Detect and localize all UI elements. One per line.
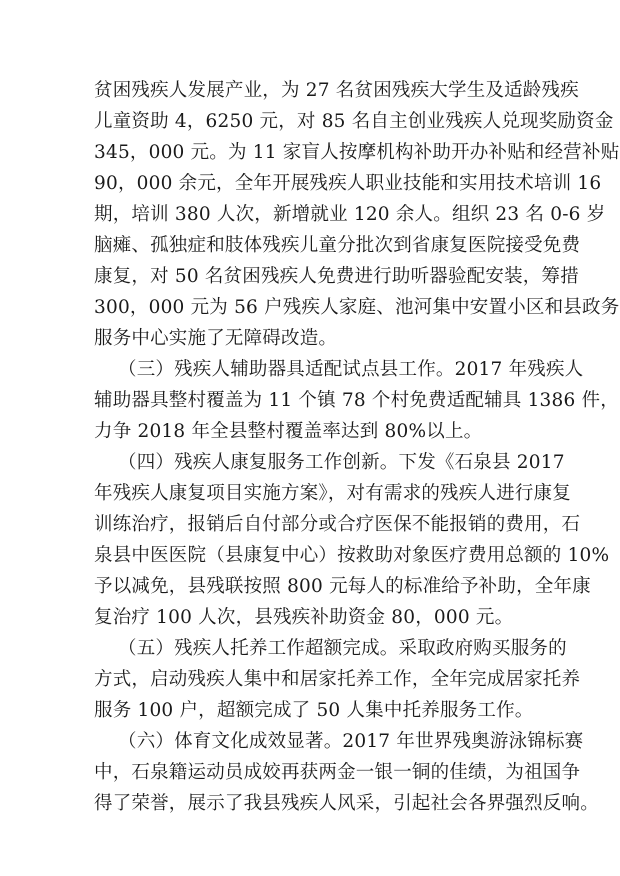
paragraph-line: 泉县中医医院（县康复中心）按救助对象医疗费用总额的 10% — [94, 545, 610, 566]
paragraph-line: 年残疾人康复项目实施方案》，对有需求的残疾人进行康复 — [94, 483, 571, 504]
paragraph-line: 予以减免，县残联按照 800 元每人的标准给予补助，全年康 — [94, 576, 591, 597]
section-heading-line: （五）残疾人托养工作超额完成。采取政府购买服务的 — [118, 638, 567, 659]
paragraph-line: 345，000 元。为 11 家盲人按摩机构补助开办补贴和经营补贴 — [94, 142, 620, 163]
paragraph-line: 方式，启动残疾人集中和居家托养工作，全年完成居家托养 — [94, 669, 581, 690]
paragraph-line: 中，石泉籍运动员成姣再获两金一银一铜的佳绩，为祖国争 — [94, 762, 581, 783]
paragraph-line: 90，000 余元，全年开展残疾人职业技能和实用技术培训 16 — [94, 173, 602, 194]
paragraph-line: 期，培训 380 人次，新增就业 120 余人。组织 23 名 0-6 岁 — [94, 204, 606, 225]
paragraph-line: 康复，对 50 名贫困残疾人免费进行助听器验配安装，筹措 — [94, 266, 579, 287]
paragraph-line: 300，000 元为 56 户残疾人家庭、池河集中安置小区和县政务 — [94, 297, 620, 318]
paragraph-line: 辅助器具整村覆盖为 11 个镇 78 个村免费适配辅具 1386 件， — [94, 390, 619, 411]
section-heading-line: （三）残疾人辅助器具适配试点县工作。2017 年残疾人 — [118, 359, 584, 380]
paragraph-line: 力争 2018 年全县整村覆盖率达到 80%以上。 — [94, 421, 483, 442]
paragraph-line: 得了荣誉，展示了我县残疾人风采，引起社会各界强烈反响。 — [94, 793, 599, 814]
paragraph-line: 贫困残疾人发展产业，为 27 名贫困残疾大学生及适龄残疾 — [94, 80, 579, 101]
paragraph-line: 服务 100 户，超额完成了 50 人集中托养服务工作。 — [94, 700, 534, 721]
paragraph-line: 复治疗 100 人次，县残疾补助资金 80，000 元。 — [94, 607, 514, 628]
paragraph-line: 脑瘫、孤独症和肢体残疾儿童分批次到省康复医院接受免费 — [94, 235, 581, 256]
paragraph-line: 训练治疗，报销后自付部分或合疗医保不能报销的费用，石 — [94, 514, 581, 535]
paragraph-line: 儿童资助 4，6250 元，对 85 名自主创业残疾人兑现奖励资金 — [94, 111, 614, 132]
section-heading-line: （四）残疾人康复服务工作创新。下发《石泉县 2017 — [118, 452, 565, 473]
paragraph-line: 服务中心实施了无障碍改造。 — [94, 328, 338, 349]
section-heading-line: （六）体育文化成效显著。2017 年世界残奥游泳锦标赛 — [118, 731, 584, 752]
